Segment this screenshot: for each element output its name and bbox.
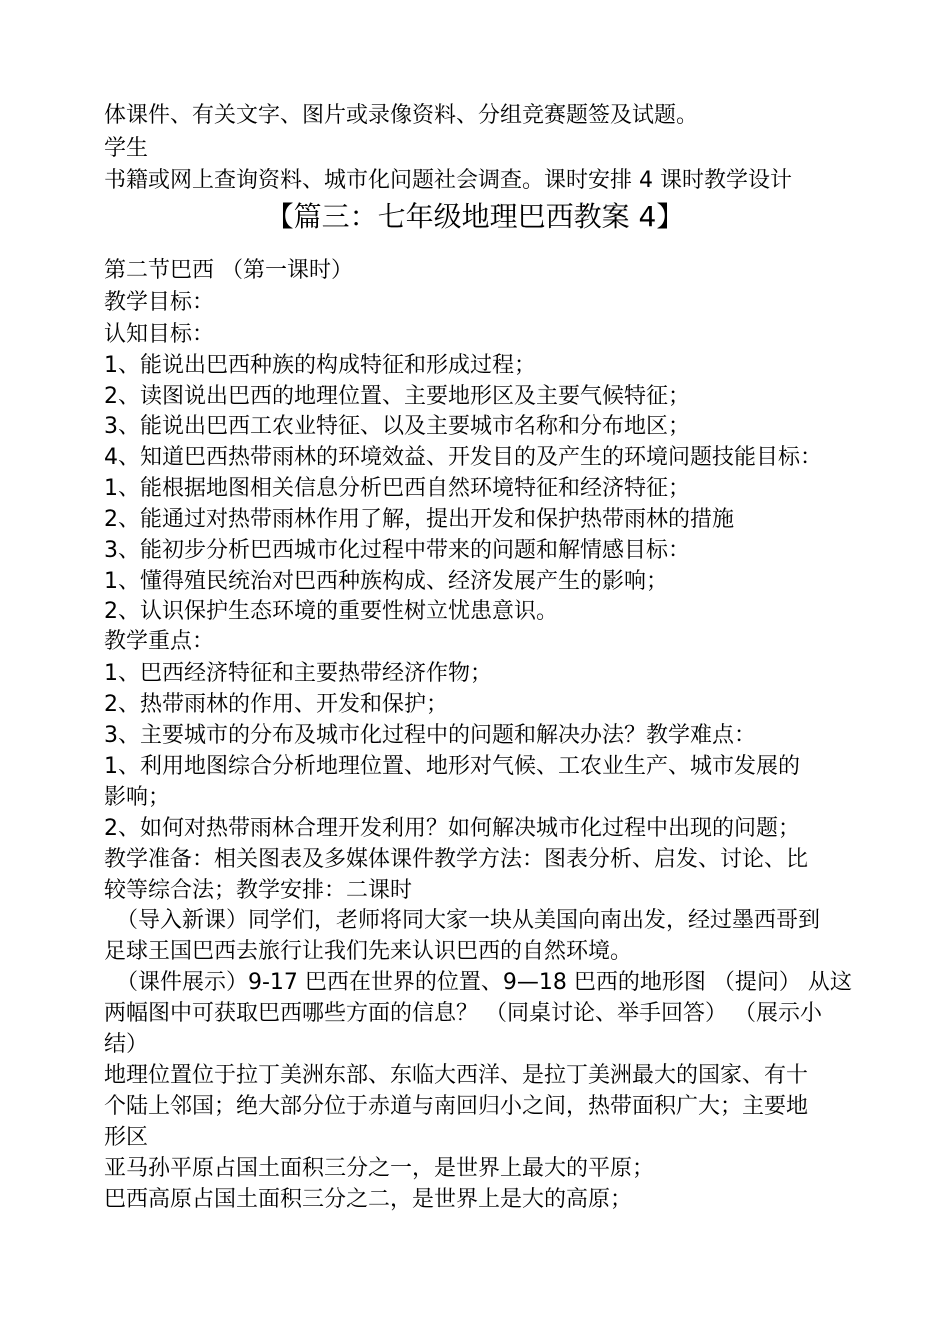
text-line: 1、能根据地图相关信息分析巴西自然环境特征和经济特征；: [104, 476, 690, 501]
text-line: 亚马孙平原占国土面积三分之一，是世界上最大的平原；: [104, 1156, 655, 1181]
text-line: 教学重点：: [104, 629, 215, 654]
text-line: （导入新课）同学们，老师将同大家一块从美国向南出发，经过墨西哥到: [116, 908, 821, 933]
text-line: 3、主要城市的分布及城市化过程中的问题和解决办法？教学难点：: [104, 723, 756, 748]
text-line: 足球王国巴西去旅行让我们先来认识巴西的自然环境。: [104, 939, 633, 964]
text-line: 两幅图中可获取巴西哪些方面的信息？ （同桌讨论、举手回答） （展示小: [104, 1001, 822, 1026]
text-line: 影响；: [104, 785, 171, 810]
section-title: 【篇三：七年级地理巴西教案 4】: [265, 200, 685, 233]
text-line: 巴西高原占国土面积三分之二，是世界上是大的高原；: [104, 1187, 633, 1212]
text-line: 形区: [104, 1125, 149, 1150]
text-line: 第二节巴西 （第一课时）: [104, 258, 353, 283]
text-line: 1、能说出巴西种族的构成特征和形成过程；: [104, 353, 536, 378]
text-line: 地理位置位于拉丁美洲东部、东临大西洋、是拉丁美洲最大的国家、有十: [104, 1063, 809, 1088]
text-line: 个陆上邻国；绝大部分位于赤道与南回归小之间，热带面积广大；主要地: [104, 1094, 809, 1119]
text-line: 体课件、有关文字、图片或录像资料、分组竞赛题签及试题。: [104, 103, 699, 128]
text-line: 3、能初步分析巴西城市化过程中带来的问题和解情感目标：: [104, 538, 690, 563]
text-line: 3、能说出巴西工农业特征、以及主要城市名称和分布地区；: [104, 414, 690, 439]
text-line: 2、热带雨林的作用、开发和保护；: [104, 692, 448, 717]
text-line: 2、能通过对热带雨林作用了解，提出开发和保护热带雨林的措施: [104, 507, 734, 532]
text-line: 2、如何对热带雨林合理开发利用？如何解决城市化过程中出现的问题；: [104, 816, 800, 841]
text-line: 教学目标：: [104, 290, 215, 315]
text-line: 认知目标：: [104, 322, 215, 347]
text-line: 4、知道巴西热带雨林的环境效益、开发目的及产生的环境问题技能目标：: [104, 445, 822, 470]
text-line: 2、读图说出巴西的地理位置、主要地形区及主要气候特征；: [104, 384, 690, 409]
text-line: （课件展示）9-17 巴西在世界的位置、9—18 巴西的地形图 （提问） 从这: [116, 970, 852, 995]
text-line: 2、认识保护生态环境的重要性树立忧患意识。: [104, 599, 558, 624]
text-line: 1、懂得殖民统治对巴西种族构成、经济发展产生的影响；: [104, 569, 668, 594]
text-line: 学生: [104, 136, 149, 161]
text-line: 1、利用地图综合分析地理位置、地形对气候、工农业生产、城市发展的: [104, 754, 800, 779]
text-line: 较等综合法；教学安排：二课时: [104, 878, 413, 903]
text-line: 结）: [104, 1032, 149, 1057]
text-line: 书籍或网上查询资料、城市化问题社会调查。课时安排 4 课时教学设计: [104, 168, 792, 193]
text-line: 教学准备：相关图表及多媒体课件教学方法：图表分析、启发、讨论、比: [104, 847, 809, 872]
text-line: 1、巴西经济特征和主要热带经济作物；: [104, 661, 492, 686]
